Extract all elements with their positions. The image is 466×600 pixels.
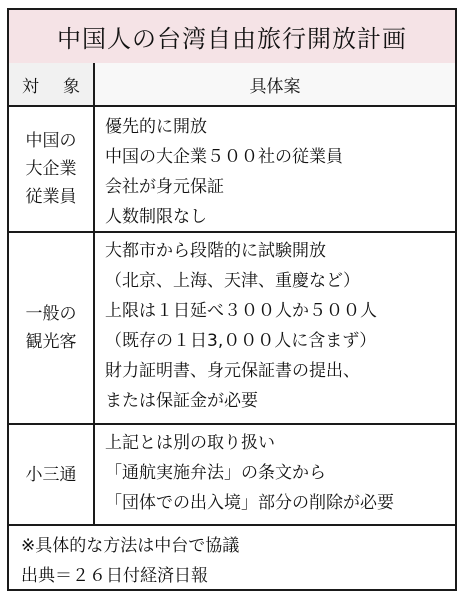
column-header-target-a: 対	[22, 76, 39, 97]
detail-line: 中国の大企業５００社の従業員	[105, 147, 343, 167]
detail-line: 財力証明書、身元保証書の提出、	[105, 361, 360, 381]
detail-line: 「団体での出入境」部分の削除が必要	[105, 493, 394, 513]
row-detail-mini-three-links	[95, 428, 459, 518]
detail-line: （既存の１日3,０００人に含まず）	[105, 331, 377, 351]
footer-divider	[9, 524, 455, 526]
column-header-detail: 具体案	[95, 63, 455, 107]
detail-line: 「通航実施弁法」の条文から	[105, 463, 326, 483]
target-line: 中国の	[25, 131, 77, 151]
row-target-mini-three-links	[9, 425, 95, 524]
row-target-general-tourists	[9, 233, 95, 423]
target-line: 観光客	[25, 332, 77, 352]
detail-line: 大都市から段階的に試験開放	[105, 241, 326, 261]
plan-table	[7, 8, 457, 591]
detail-line: または保証金が必要	[105, 391, 258, 411]
row-target-large-company	[9, 107, 95, 231]
detail-line: 上限は１日延べ３００人か５００人	[105, 301, 377, 321]
table-title: 中国人の台湾自由旅行開放計画	[9, 10, 455, 65]
detail-line: 上記とは別の取り扱い	[105, 433, 275, 453]
row-detail-general-tourists	[95, 236, 459, 416]
target-line: 従業員	[25, 187, 77, 207]
row-detail-large-company	[95, 112, 459, 232]
target-line: 小三通	[25, 464, 77, 485]
footer-source: 出典＝２６日付経済日報	[21, 566, 208, 586]
detail-line: 人数制限なし	[105, 207, 207, 227]
footer-note: ※具体的な方法は中台で協議	[21, 536, 240, 556]
detail-line: 優先的に開放	[105, 117, 207, 137]
target-line: 大企業	[25, 159, 77, 179]
target-line: 一般の	[25, 304, 77, 324]
table-footer	[21, 531, 239, 591]
column-header-target-b: 象	[63, 76, 80, 97]
column-header-target	[9, 63, 95, 107]
detail-line: （北京、上海、天津、重慶など）	[105, 271, 360, 291]
detail-line: 会社が身元保証	[105, 177, 224, 197]
